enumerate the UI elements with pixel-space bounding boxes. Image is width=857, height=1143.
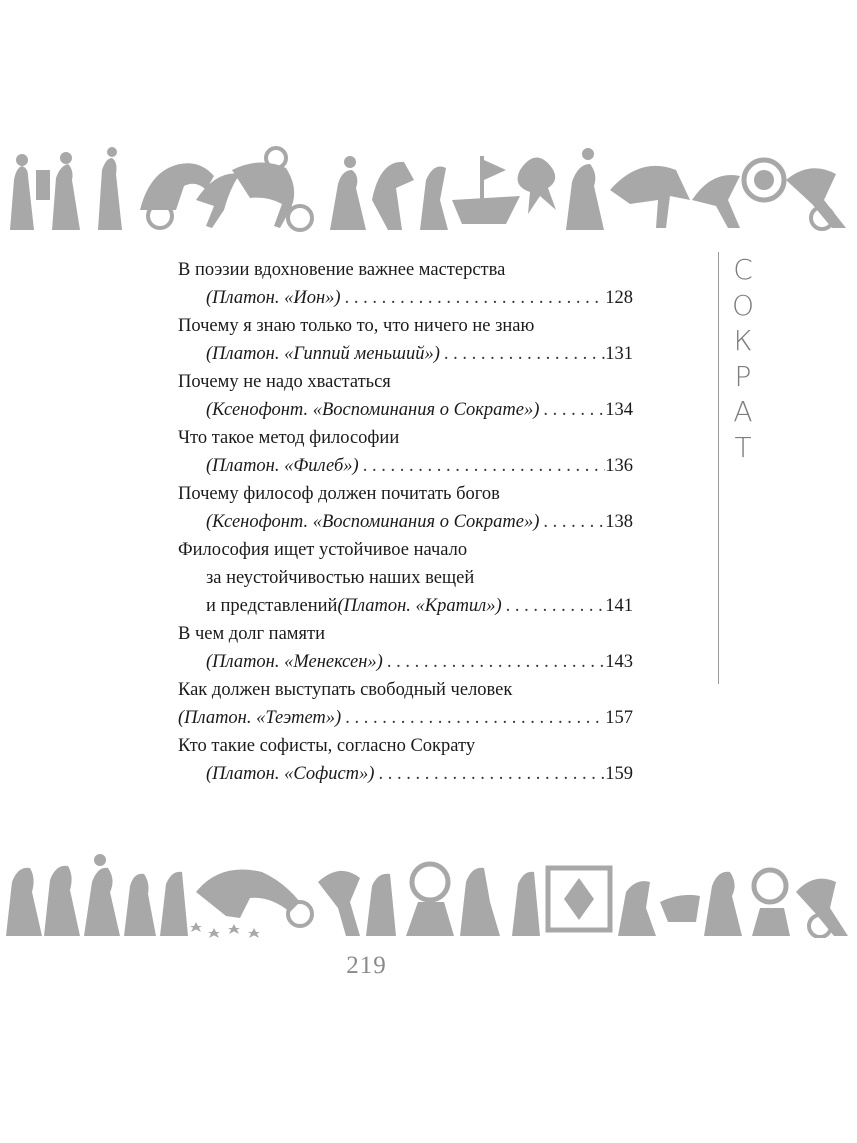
table-of-contents <box>178 256 633 788</box>
toc-entry-title: В чем долг памяти <box>178 624 325 644</box>
toc-entry-reference <box>178 396 633 424</box>
toc-entry-title: Как должен выступать свободный человек <box>178 680 513 700</box>
toc-entry-page: 131 <box>605 344 633 364</box>
toc-entry-source: (Ксенофонт. «Воспоминания о Сократе») <box>206 512 540 532</box>
toc-entry <box>178 256 633 312</box>
toc-entry-reference <box>178 452 633 480</box>
toc-entry-reference <box>178 340 633 368</box>
toc-entry-reference <box>178 760 633 788</box>
page-number: 219 <box>346 952 387 979</box>
side-title-letter: С <box>733 253 753 286</box>
side-title-letter: Т <box>734 430 752 464</box>
toc-entry-source: (Платон. «Филеб») <box>206 456 359 476</box>
dot-leader <box>440 340 605 368</box>
side-title-letter: Р <box>734 359 752 393</box>
toc-entry-source: (Платон. «Менексен») <box>206 652 383 672</box>
side-vertical-rule <box>718 252 719 684</box>
dot-leader <box>341 704 605 732</box>
toc-entry-source: (Платон. «Софист») <box>206 764 375 784</box>
toc-entry <box>178 620 633 676</box>
toc-entry-source: (Платон. «Кратил») <box>337 596 502 616</box>
toc-entry-title: Философия ищет устойчивое начало <box>178 540 468 560</box>
toc-entry-source: (Платон. «Ион») <box>206 288 341 308</box>
dot-leader <box>341 284 606 312</box>
toc-entry-page: 159 <box>605 764 633 784</box>
toc-entry-page: 134 <box>605 400 633 420</box>
toc-entry-reference <box>178 508 633 536</box>
toc-entry <box>178 480 633 536</box>
toc-entry <box>178 424 633 480</box>
top-ornamental-frieze <box>0 140 857 232</box>
toc-entry-source: (Ксенофонт. «Воспоминания о Сократе») <box>206 400 540 420</box>
bottom-ornamental-frieze <box>0 852 857 938</box>
dot-leader <box>502 592 606 620</box>
greek-frieze-illustration <box>0 140 857 232</box>
dot-leader <box>539 508 605 536</box>
toc-entry-title: Почему философ должен почитать богов <box>178 484 500 504</box>
toc-entry-title: Что такое метод философии <box>178 428 400 448</box>
toc-entry <box>178 732 633 788</box>
side-title-letter: О <box>731 288 755 322</box>
toc-entry-page: 141 <box>605 596 633 616</box>
toc-entry-title: Почему не надо хвастаться <box>178 372 391 392</box>
toc-entry-reference <box>178 592 633 620</box>
toc-entry-page: 136 <box>605 456 633 476</box>
side-title-letter: А <box>733 395 753 428</box>
side-title-vertical <box>726 252 760 465</box>
toc-entry-reference <box>178 284 633 312</box>
toc-entry-title: за неустойчивостью наших вещей <box>206 568 475 588</box>
toc-entry-page: 138 <box>605 512 633 532</box>
toc-entry <box>178 676 633 732</box>
greek-frieze-illustration <box>0 852 857 938</box>
dot-leader <box>374 760 605 788</box>
toc-entry-page: 157 <box>605 708 633 728</box>
toc-entry-title: Кто такие софисты, согласно Сократу <box>178 736 476 756</box>
toc-entry-page: 143 <box>605 652 633 672</box>
toc-entry-title: Почему я знаю только то, что ничего не знаю <box>178 316 535 336</box>
toc-entry-page: 128 <box>605 288 633 308</box>
dot-leader <box>359 452 606 480</box>
toc-entry-reference <box>178 704 633 732</box>
toc-entry <box>178 368 633 424</box>
side-title-letter: К <box>733 324 753 357</box>
toc-entry-title-continuation: и представлений <box>206 596 338 616</box>
toc-entry-reference <box>178 648 633 676</box>
toc-entry-title: В поэзии вдохновение важнее мастерства <box>178 260 506 280</box>
toc-entry-source: (Платон. «Гиппий меньший») <box>206 344 440 364</box>
toc-entry-source: (Платон. «Теэтет») <box>178 708 342 728</box>
dot-leader <box>383 648 605 676</box>
toc-entry <box>178 312 633 368</box>
toc-entry <box>178 536 633 620</box>
dot-leader <box>539 396 605 424</box>
